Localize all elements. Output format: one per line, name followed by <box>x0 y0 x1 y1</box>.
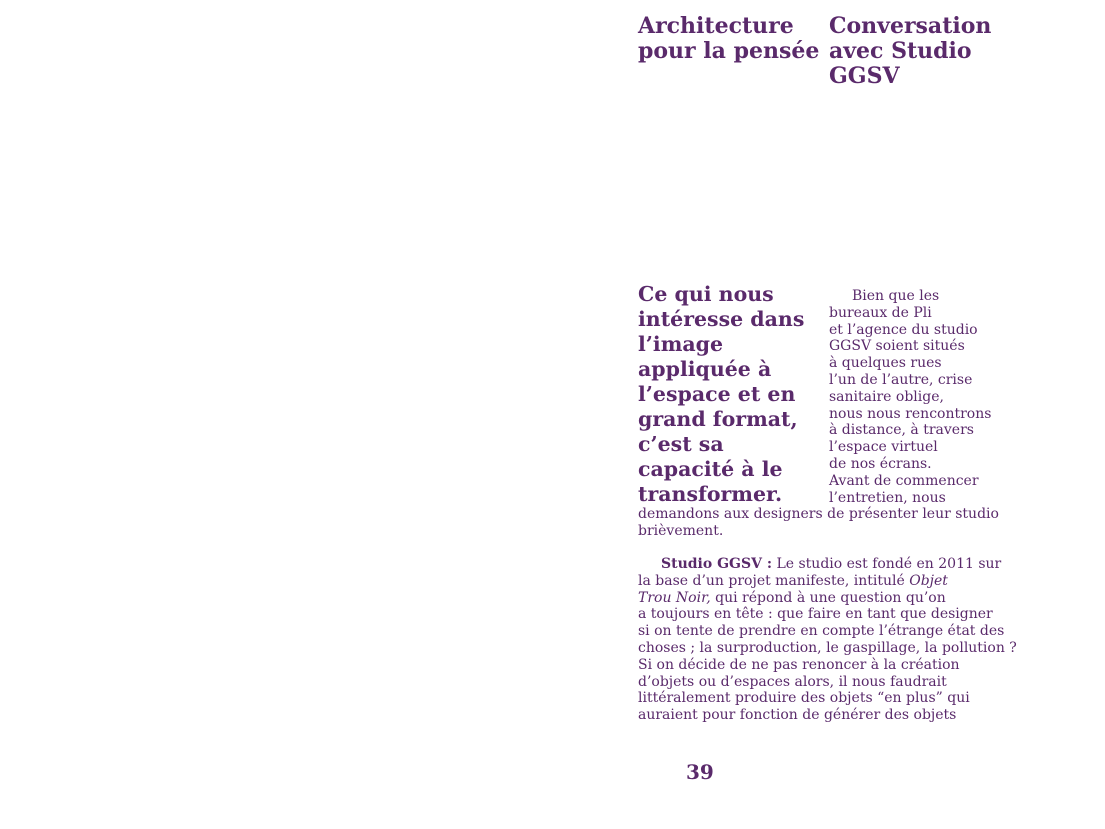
intro-column <box>829 288 994 506</box>
answer-line <box>638 556 1002 573</box>
answer-line: auraient pour fonction de générer des objets <box>638 707 957 724</box>
article-title: Conversation avec Studio GGSV <box>829 13 992 89</box>
answer-paragraph <box>638 556 1017 724</box>
intro-line: demandons aux designers de présenter leur studio <box>638 506 999 522</box>
intro-line: sanitaire oblige, <box>829 388 944 405</box>
answer-text: la base d’un projet manifeste, intitulé <box>638 572 910 589</box>
intro-line: l’un de l’autre, crise <box>829 371 973 388</box>
section-title: Architecture pour la pensée <box>638 13 820 64</box>
answer-line <box>638 590 998 607</box>
answer-text: Le studio est fondé en 2011 sur <box>772 556 1002 572</box>
answer-line: choses ; la surproduction, le gaspillage, la pollution ? <box>638 639 1017 656</box>
intro-line: brièvement. <box>638 522 724 539</box>
answer-line: littéralement produire des objets “en plus” qui <box>638 690 970 707</box>
intro-line: l’entretien, nous <box>829 489 946 506</box>
intro-line: de nos écrans. <box>829 455 932 472</box>
pull-quote: Ce qui nous intéresse dans l’image appliquée à l’espace et en grand format, c’est sa capacité à le transformer. <box>638 282 805 506</box>
answer-line: d’objets ou d’espaces alors, il nous faudrait <box>638 673 947 690</box>
intro-line: bureaux de Pli <box>829 304 932 321</box>
project-title-italic: Trou Noir, <box>638 589 711 606</box>
project-title-italic: Objet <box>909 572 948 589</box>
intro-line: Avant de commencer <box>829 472 979 489</box>
answer-line: a toujours en tête : que faire en tant que designer <box>638 606 993 623</box>
speaker-label: Studio GGSV : <box>661 556 773 572</box>
intro-line: nous nous rencontrons <box>829 405 992 422</box>
intro-line: et l’agence du studio <box>829 321 978 338</box>
intro-line: à quelques rues <box>829 355 942 372</box>
answer-text: qui répond à une question qu’on <box>710 589 946 606</box>
answer-line: si on tente de prendre en compte l’étrange état des <box>638 623 1005 640</box>
answer-line <box>638 573 998 590</box>
intro-continuation <box>638 506 998 540</box>
answer-line: Si on décide de ne pas renoncer à la création <box>638 656 960 673</box>
intro-line: à distance, à travers <box>829 422 974 439</box>
page-number: 39 <box>686 760 714 784</box>
intro-line: GGSV soient situés <box>829 338 965 355</box>
intro-line: Bien que les <box>852 288 940 304</box>
intro-line: l’espace virtuel <box>829 439 938 456</box>
